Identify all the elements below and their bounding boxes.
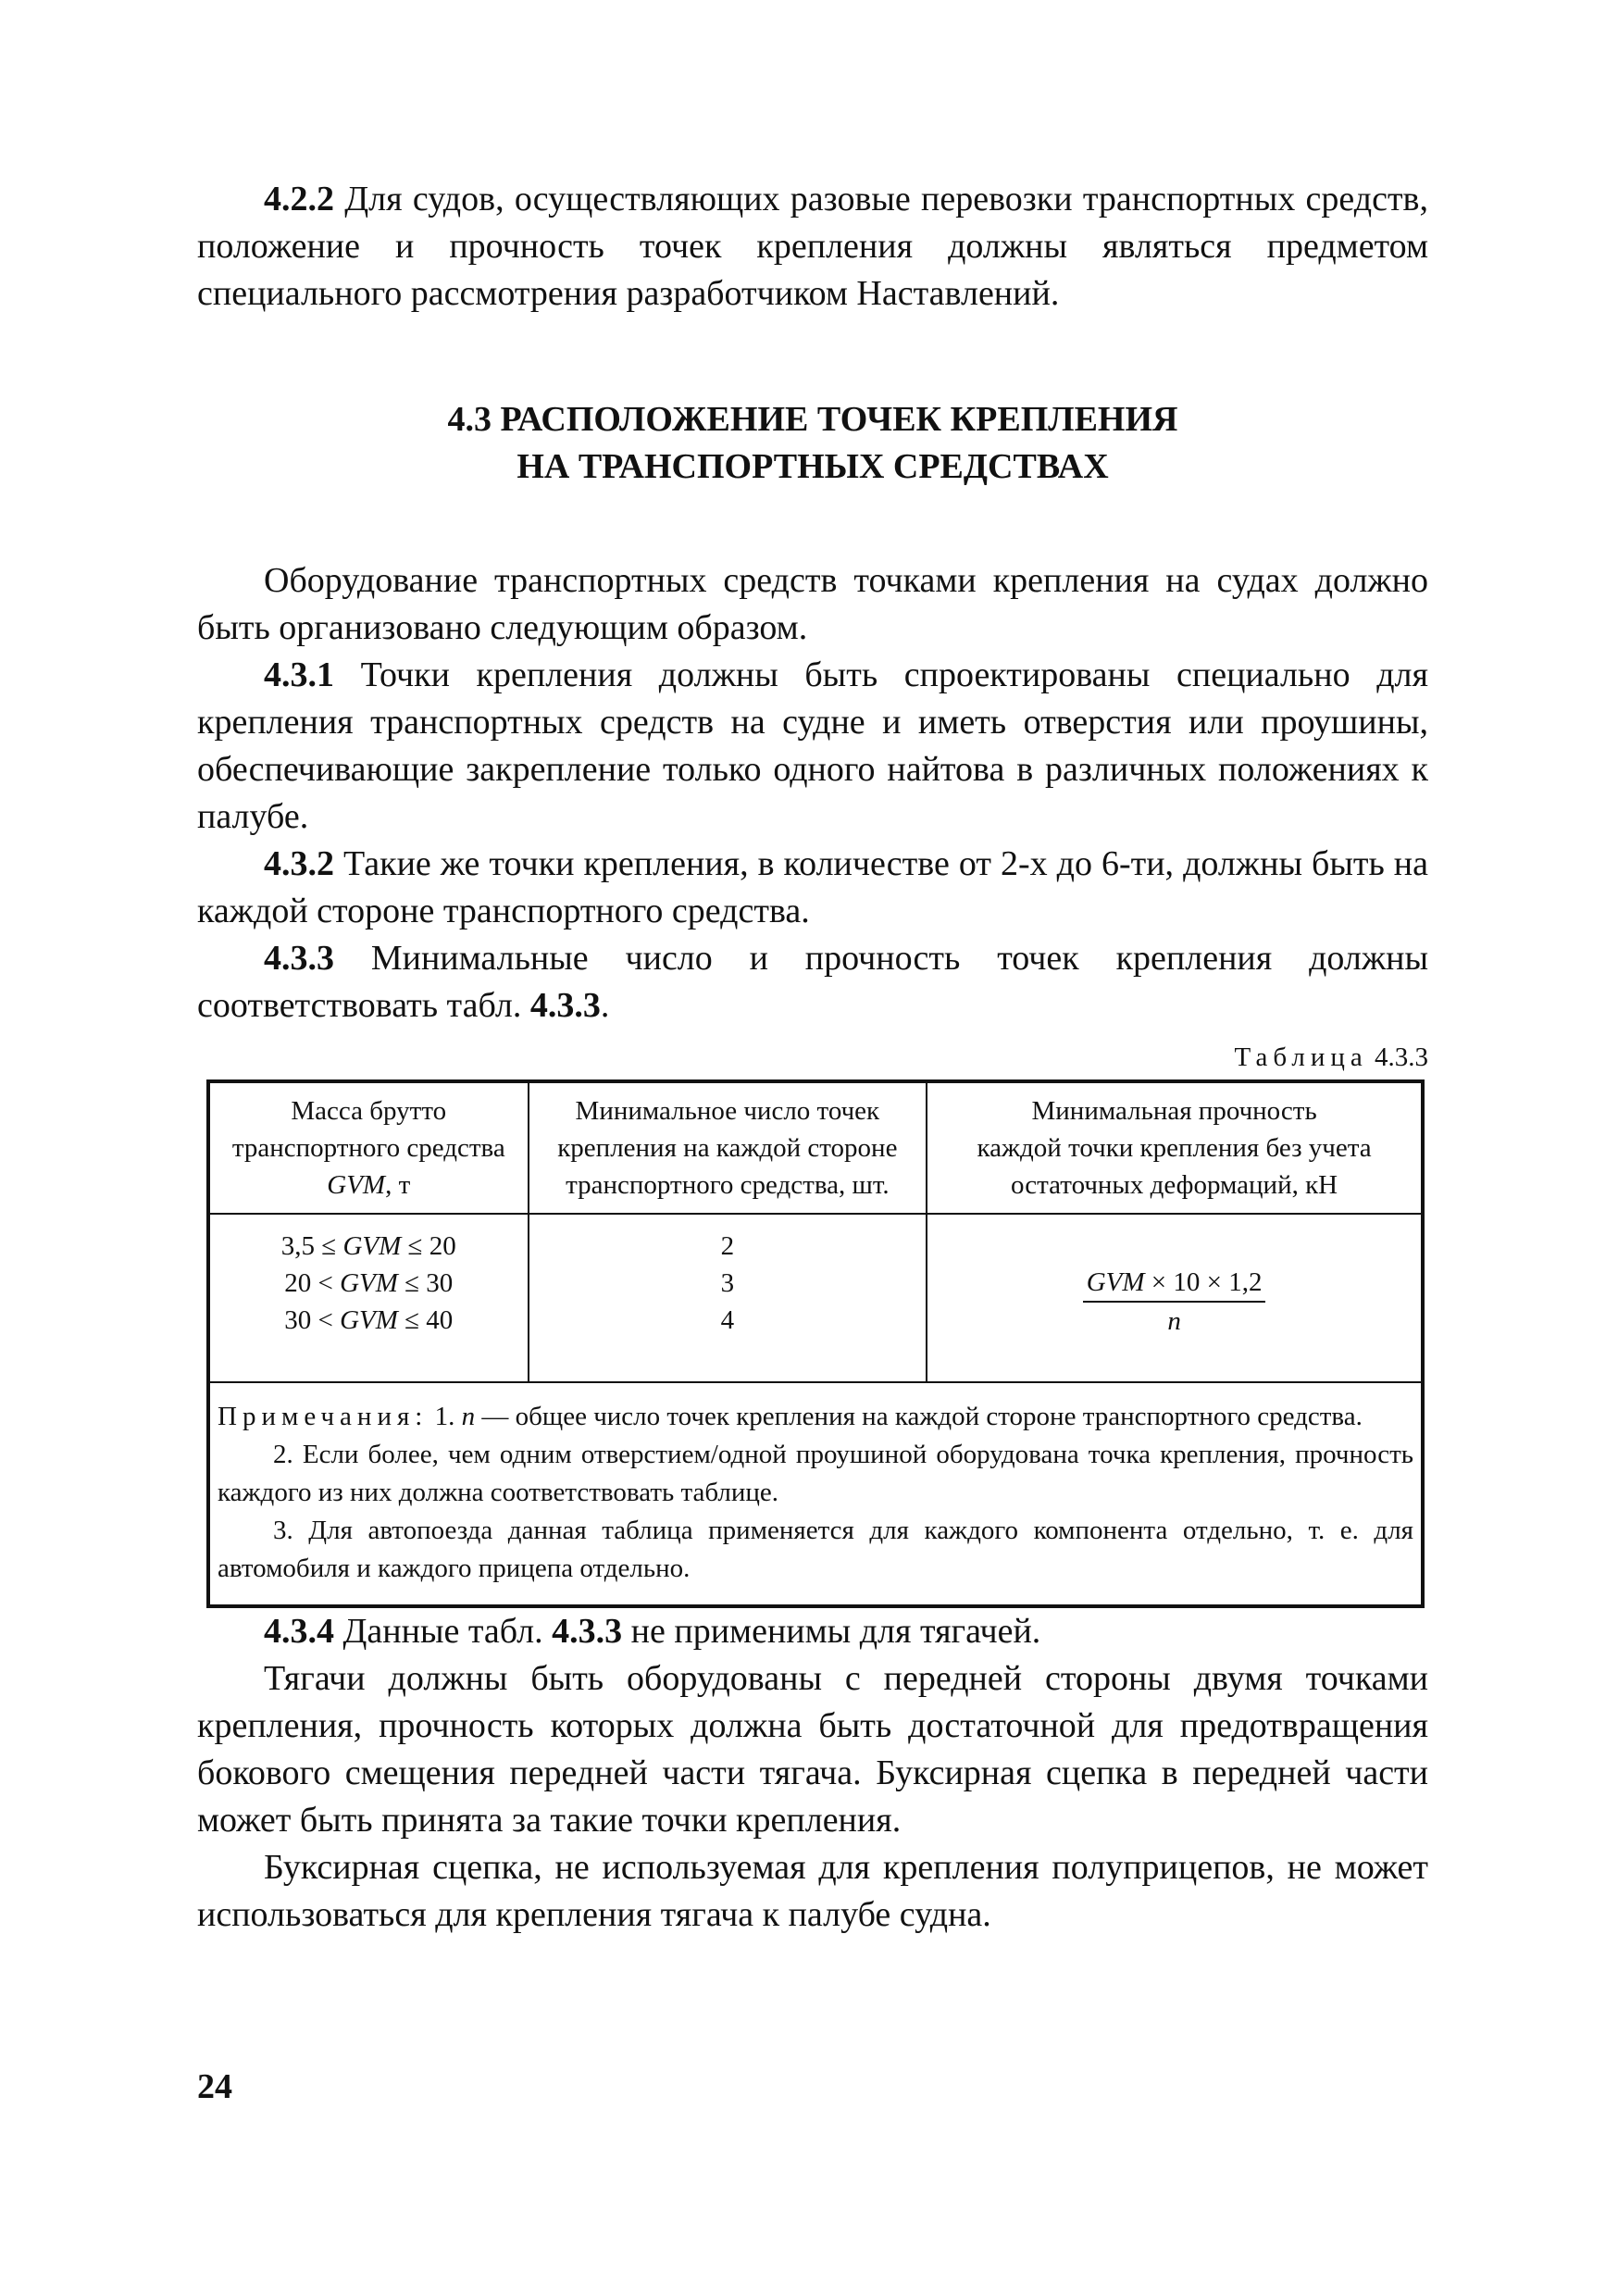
formula-numerator [1083,1264,1266,1303]
n-variable: n [461,1402,476,1431]
table-notes-row [208,1382,1423,1606]
gvm-variable: GVM [342,1231,402,1261]
table-data-row [208,1214,1423,1382]
header-strength-line-1: Минимальная прочность [1031,1096,1317,1126]
notes-label: Примечания: [218,1402,429,1431]
range-upper: ≤ 30 [397,1268,454,1298]
gvm-variable: GVM [327,1170,386,1200]
paragraph-text: Точки крепления должны быть спроектированы специально для крепления транспортных средств на судне и иметь отверстия или проушины, обеспечивающие закрепление только одного найтова в различных положениях к палубе. [197,655,1428,836]
paragraph-4-2-2 [197,176,1428,318]
paragraph-4-3-4 [197,1608,1428,1655]
gvm-variable: GVM [340,1268,398,1298]
point-count: 4 [720,1305,735,1335]
note-1 [218,1398,1413,1436]
paragraph-4-3-3 [197,935,1428,1029]
paragraph-end: . [600,986,610,1025]
tractors-paragraph: Тягачи должны быть оборудованы с передней стороны двумя точками крепления, прочность которых должна быть достаточной для предотвращения бокового смещения передней части тягача. Буксирная сцепка в передней части может быть принята за такие точки крепления. [197,1659,1428,1840]
range-lower: 20 < [284,1268,341,1298]
mass-ranges-cell [208,1214,529,1382]
paragraph-text-end: не применимы для тягачей. [622,1612,1041,1651]
range-lower: 3,5 ≤ [280,1231,343,1261]
hitch-paragraph: Буксирная сцепка, не используемая для крепления полуприцепов, не может использоваться для крепления тягача к палубе судна. [197,1848,1428,1934]
mass-range [216,1265,522,1302]
page-number: 24 [197,2067,232,2106]
paragraph-text: Для судов, осуществляющих разовые перевозки транспортных средств, положение и прочность точек крепления должны являться предметом специального рассмотрения разработчиком Наставлений. [197,180,1428,313]
notes-cell [208,1382,1423,1606]
header-count-line-2: крепления на каждой стороне [557,1133,898,1163]
paragraph-text: Минимальные число и прочность точек крепления должны соответствовать табл. [197,939,1428,1025]
gvm-variable: GVM [1086,1267,1145,1297]
section-title-line-1: 4.3 РАСПОЛОЖЕНИЕ ТОЧЕК КРЕПЛЕНИЯ [447,400,1178,439]
header-count [529,1081,927,1214]
range-lower: 30 < [284,1305,341,1335]
header-mass-line-1: Масса брутто [291,1096,447,1126]
header-mass-line-3 [216,1167,522,1204]
clause-number: 4.3.3 [264,939,334,978]
gvm-variable: GVM [340,1305,398,1335]
header-strength-line-3: остаточных деформаций, кН [1011,1170,1338,1200]
note-1-number: 1. [428,1402,462,1431]
point-counts-cell [529,1214,927,1382]
intro-paragraph: Оборудование транспортных средств точками крепления на судах должно быть организовано следующим образом. [197,561,1428,647]
document-page [197,176,1428,1939]
paragraph-4-3-2 [197,841,1428,935]
strength-formula [1083,1264,1266,1340]
table-4-3-3 [206,1079,1425,1608]
clause-number: 4.3.4 [264,1612,334,1651]
point-count: 2 [720,1231,735,1261]
header-mass-line-2: транспортного средства [231,1133,505,1163]
range-upper: ≤ 40 [397,1305,454,1335]
section-title-line-2: НА ТРАНСПОРТНЫХ СРЕДСТВАХ [517,447,1109,486]
mass-range [216,1302,522,1339]
header-strength [927,1081,1423,1214]
header-strength-line-2: каждой точки крепления без учета [977,1133,1372,1163]
table-reference: 4.3.3 [552,1612,623,1651]
clause-number: 4.3.2 [264,844,334,883]
paragraph-4-3-1 [197,652,1428,841]
header-count-line-3: транспортного средства, шт. [566,1170,890,1200]
table-caption-number: 4.3.3 [1367,1042,1428,1072]
n-variable: n [1167,1306,1181,1336]
section-title [197,396,1428,491]
mass-unit: , т [385,1170,411,1200]
paragraph-text: Данные табл. [334,1612,553,1651]
table-caption [197,1039,1428,1076]
note-2: 2. Если более, чем одним отверстием/одной проушиной оборудована точка крепления, прочность каждого из них должна соответствовать таблице. [218,1440,1413,1507]
header-count-line-1: Минимальное число точек [575,1096,880,1126]
table-caption-word: Таблица [1234,1042,1368,1072]
note-3: 3. Для автопоезда данная таблица применяется для каждого компонента отдельно, т. е. для автомобиля и каждого прицепа отдельно. [218,1516,1413,1583]
formula-denominator [1083,1303,1266,1340]
clause-number: 4.2.2 [264,180,334,218]
paragraph-text: Такие же точки крепления, в количестве от 2-х до 6-ти, должны быть на каждой стороне транспортного средства. [197,844,1428,930]
strength-formula-cell [927,1214,1423,1382]
point-count: 3 [720,1268,735,1298]
table-reference: 4.3.3 [529,986,601,1025]
table-header-row [208,1081,1423,1214]
formula-factors: × 10 × 1,2 [1144,1267,1263,1297]
clause-number: 4.3.1 [264,655,334,694]
mass-range [216,1228,522,1265]
header-mass [208,1081,529,1214]
range-upper: ≤ 20 [401,1231,456,1261]
note-1-text: — общее число точек крепления на каждой стороне транспортного средства. [475,1402,1363,1431]
